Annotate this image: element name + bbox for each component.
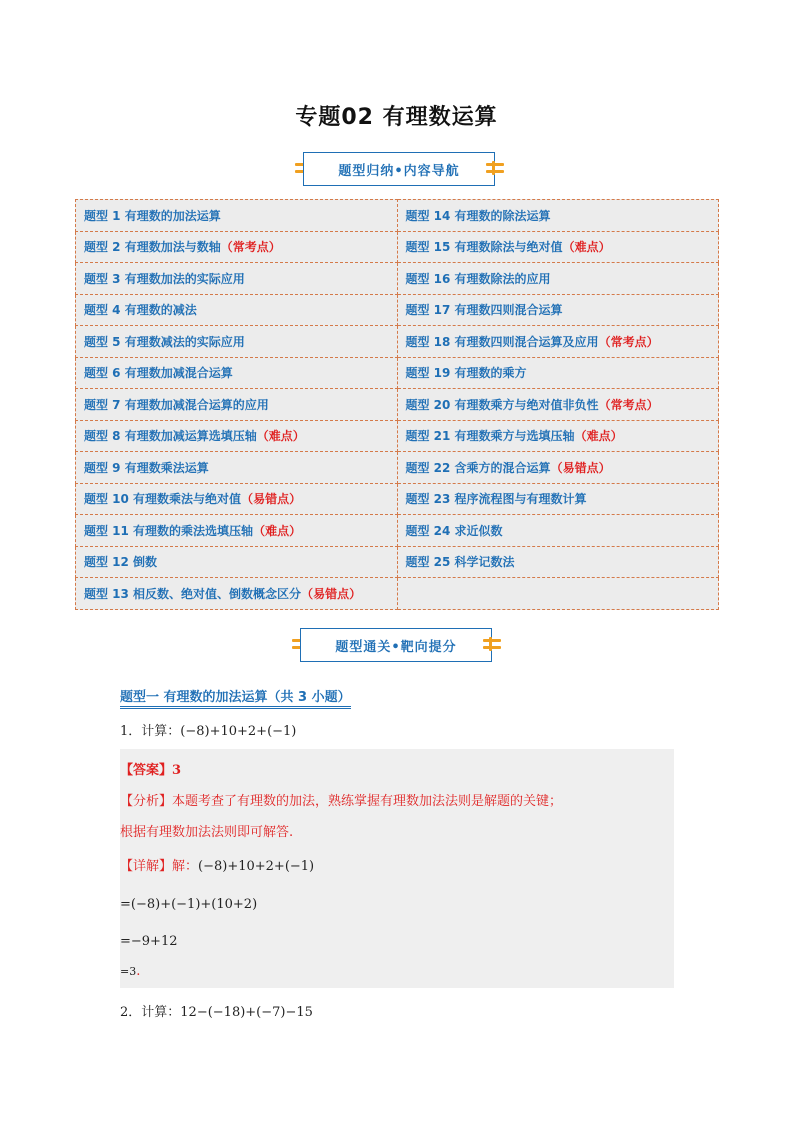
nav-item-tag: （难点）	[574, 429, 623, 444]
nav-row	[76, 578, 719, 610]
nav-item-label: 题型 20 有理数乘方与绝对值非负性	[405, 397, 599, 412]
nav-row	[76, 294, 719, 326]
nav-item-label: 题型 24 求近似数	[405, 523, 503, 538]
nav-item-label: 题型 16 有理数除法的应用	[405, 271, 551, 286]
practice-banner	[0, 628, 793, 662]
step-3	[120, 964, 140, 979]
nav-item-label: 题型 14 有理数的除法运算	[405, 208, 551, 223]
nav-item-tag: （常考点）	[220, 240, 281, 255]
topic-nav-table	[75, 199, 719, 610]
nav-item[interactable]	[76, 326, 398, 358]
nav-item[interactable]	[76, 483, 398, 515]
detail-line	[120, 855, 314, 874]
section-heading[interactable]: 题型一 有理数的加法运算（共 3 小题）	[120, 686, 351, 709]
page-title: 专题02 有理数运算	[295, 105, 498, 130]
nav-item-tag: （易错点）	[550, 460, 611, 475]
nav-row	[76, 231, 719, 263]
nav-item-label: 题型 6 有理数加减混合运算	[84, 366, 233, 381]
nav-item[interactable]	[76, 231, 398, 263]
decoration-icon	[483, 637, 501, 653]
analysis-line-2: 根据有理数加法法则即可解答.	[120, 825, 294, 840]
decoration-icon	[486, 161, 504, 177]
nav-item-label: 题型 3 有理数加法的实际应用	[84, 271, 245, 286]
nav-banner	[0, 152, 793, 186]
analysis-line-1: 【分析】本题考查了有理数的加法，熟练掌握有理数加法法则是解题的关键；	[120, 794, 563, 809]
nav-item[interactable]	[76, 263, 398, 295]
nav-row	[76, 326, 719, 358]
nav-item-label: 题型 21 有理数乘方与选填压轴	[405, 429, 575, 444]
question-2: 2．计算：12−(−18)+(−7)−15	[120, 1005, 313, 1020]
nav-item-label: 题型 23 程序流程图与有理数计算	[405, 492, 587, 507]
nav-item-label: 题型 7 有理数加减混合运算的应用	[84, 397, 269, 412]
nav-row	[76, 483, 719, 515]
step-1: =(−8)+(−1)+(10+2)	[120, 897, 258, 912]
nav-item	[397, 578, 719, 610]
nav-row	[76, 420, 719, 452]
nav-item-label: 题型 12 倒数	[84, 555, 158, 570]
nav-item[interactable]	[397, 420, 719, 452]
nav-row	[76, 452, 719, 484]
nav-item-tag: （难点）	[256, 429, 305, 444]
nav-item-label: 题型 15 有理数除法与绝对值	[405, 240, 563, 255]
nav-item-tag: （常考点）	[598, 334, 659, 349]
nav-item-label: 题型 5 有理数减法的实际应用	[84, 334, 245, 349]
nav-item[interactable]	[397, 231, 719, 263]
nav-row	[76, 389, 719, 421]
step-3-end: .	[136, 964, 141, 979]
nav-item[interactable]	[397, 389, 719, 421]
question-1: 1．计算：(−8)+10+2+(−1)	[120, 724, 297, 739]
nav-item[interactable]	[397, 357, 719, 389]
nav-item-label: 题型 1 有理数的加法运算	[84, 208, 221, 223]
nav-item-label: 题型 17 有理数四则混合运算	[405, 303, 563, 318]
nav-item-label: 题型 2 有理数加法与数轴	[84, 240, 221, 255]
practice-banner-label: 题型通关•靶向提分	[300, 628, 492, 662]
nav-item-label: 题型 4 有理数的减法	[84, 303, 197, 318]
nav-row	[76, 200, 719, 232]
nav-item[interactable]	[397, 515, 719, 547]
nav-item-label: 题型 18 有理数四则混合运算及应用	[405, 334, 599, 349]
nav-item[interactable]	[76, 515, 398, 547]
nav-row	[76, 263, 719, 295]
nav-item[interactable]	[397, 326, 719, 358]
nav-banner-label: 题型归纳•内容导航	[303, 152, 495, 186]
nav-item-label: 题型 9 有理数乘法运算	[84, 460, 209, 475]
nav-row	[76, 546, 719, 578]
nav-item-label: 题型 13 相反数、绝对值、倒数概念区分	[84, 586, 302, 601]
nav-item-label: 题型 10 有理数乘法与绝对值	[84, 492, 242, 507]
nav-item[interactable]	[76, 389, 398, 421]
nav-item-label: 题型 8 有理数加减运算选填压轴	[84, 429, 257, 444]
nav-item[interactable]	[397, 294, 719, 326]
nav-item[interactable]	[397, 483, 719, 515]
nav-item[interactable]	[397, 546, 719, 578]
nav-row	[76, 357, 719, 389]
nav-item[interactable]	[76, 357, 398, 389]
nav-row	[76, 515, 719, 547]
nav-item[interactable]	[76, 200, 398, 232]
nav-item-tag: （难点）	[253, 523, 302, 538]
detail-expression: (−8)+10+2+(−1)	[198, 859, 315, 874]
step-3-value: =3	[120, 965, 137, 978]
nav-item[interactable]	[76, 452, 398, 484]
nav-item[interactable]	[76, 578, 398, 610]
nav-item[interactable]	[76, 294, 398, 326]
answer-line: 【答案】3	[120, 763, 182, 778]
step-2: =−9+12	[120, 934, 178, 949]
detail-label: 【详解】解：	[120, 859, 199, 874]
nav-item[interactable]	[397, 200, 719, 232]
nav-item-label: 题型 11 有理数的乘法选填压轴	[84, 523, 254, 538]
nav-item-tag: （常考点）	[598, 397, 659, 412]
nav-item-tag: （难点）	[562, 240, 611, 255]
nav-item-tag: （易错点）	[241, 492, 302, 507]
nav-item-tag: （易错点）	[301, 586, 362, 601]
nav-item[interactable]	[76, 546, 398, 578]
answer-box	[120, 749, 674, 988]
nav-item-label: 题型 22 含乘方的混合运算	[405, 460, 551, 475]
nav-item-label: 题型 19 有理数的乘方	[405, 366, 527, 381]
nav-item[interactable]	[76, 420, 398, 452]
nav-item[interactable]	[397, 263, 719, 295]
nav-item[interactable]	[397, 452, 719, 484]
nav-item-label: 题型 25 科学记数法	[405, 555, 515, 570]
